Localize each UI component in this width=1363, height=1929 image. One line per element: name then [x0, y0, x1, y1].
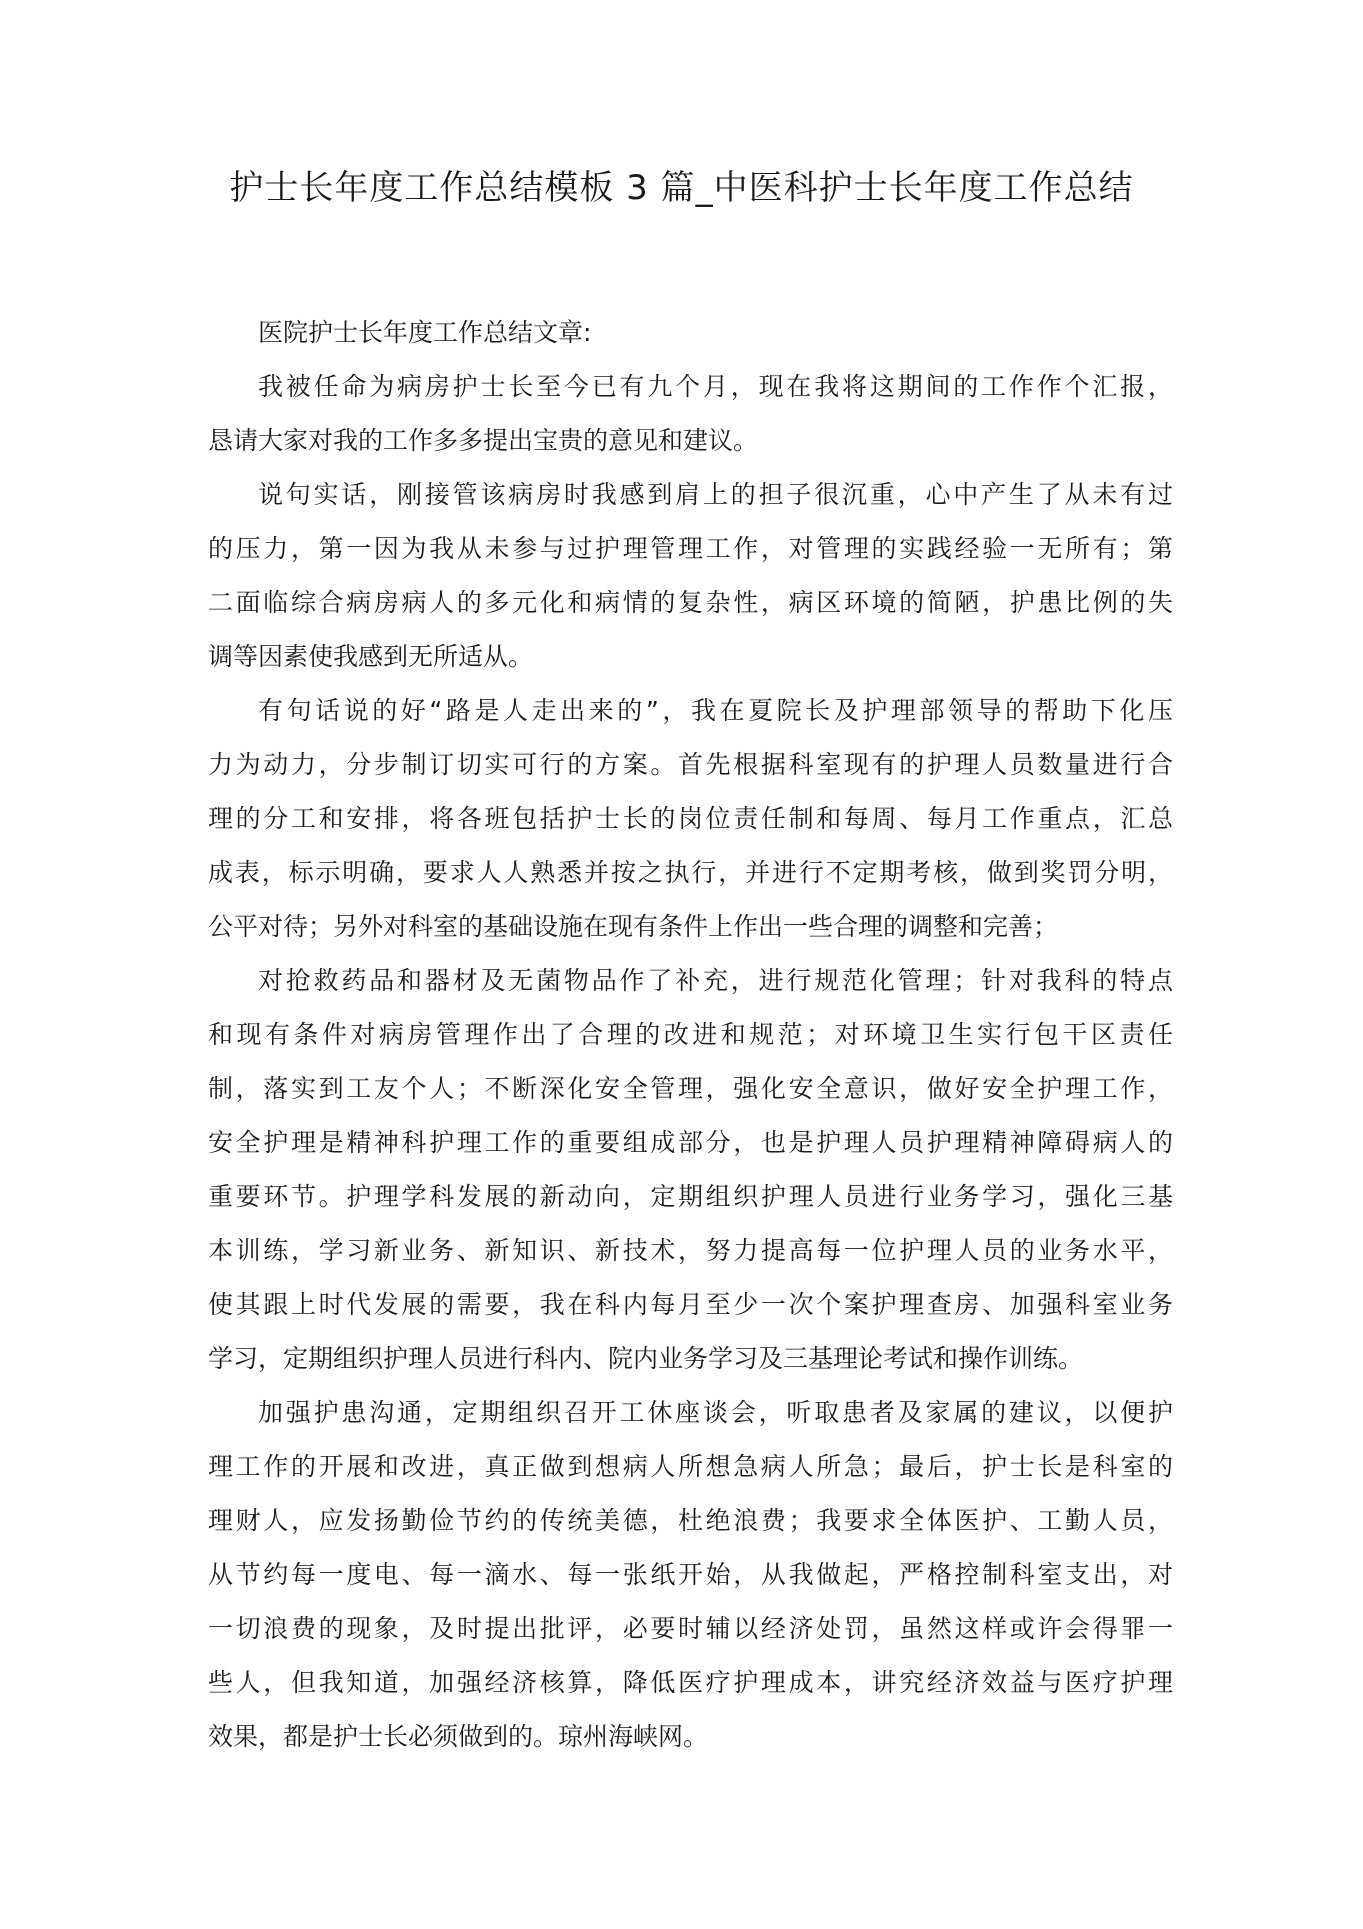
paragraph-line: 本训练，学习新业务、新知识、新技术，努力提高每一位护理人员的业务水平， [208, 1236, 1173, 1265]
paragraph-line: 的压力，第一因为我从未参与过护理管理工作，对管理的实践经验一无所有；第 [208, 534, 1173, 563]
paragraph-line: 理工作的开展和改进，真正做到想病人所想急病人所急；最后，护士长是科室的 [208, 1452, 1173, 1481]
paragraph-line: 和现有条件对病房管理作出了合理的改进和规范；对环境卫生实行包干区责任 [208, 1020, 1173, 1049]
paragraph-line: 安全护理是精神科护理工作的重要组成部分，也是护理人员护理精神障碍病人的 [208, 1128, 1173, 1157]
paragraph-line: 二面临综合病房病人的多元化和病情的复杂性，病区环境的简陋，护患比例的失 [208, 588, 1173, 617]
paragraph-line: 重要环节。护理学科发展的新动向，定期组织护理人员进行业务学习，强化三基 [208, 1182, 1173, 1211]
paragraph-line: 理财人，应发扬勤俭节约的传统美德，杜绝浪费；我要求全体医护、工勤人员， [208, 1506, 1173, 1535]
paragraph-line: 成表，标示明确，要求人人熟悉并按之执行，并进行不定期考核，做到奖罚分明， [208, 858, 1173, 887]
paragraph [208, 1386, 1173, 1764]
paragraph-line: 公平对待；另外对科室的基础设施在现有条件上作出一些合理的调整和完善； [208, 912, 1059, 941]
paragraph-line: 使其跟上时代发展的需要，我在科内每月至少一次个案护理查房、加强科室业务 [208, 1290, 1173, 1319]
document-body [208, 306, 1173, 1764]
paragraph-line: 从节约每一度电、每一滴水、每一张纸开始，从我做起，严格控制科室支出，对 [208, 1560, 1173, 1589]
paragraph [208, 360, 1173, 468]
paragraph [208, 306, 1173, 360]
paragraph-line: 说句实话，刚接管该病房时我感到肩上的担子很沉重，心中产生了从未有过 [258, 480, 1173, 509]
paragraph [208, 684, 1173, 954]
paragraph-line: 力为动力，分步制订切实可行的方案。首先根据科室现有的护理人员数量进行合 [208, 750, 1173, 779]
paragraph-line: 恳请大家对我的工作多多提出宝贵的意见和建议。 [208, 426, 759, 455]
paragraph-line: 医院护士长年度工作总结文章: [258, 318, 592, 347]
paragraph-line: 些人，但我知道，加强经济核算，降低医疗护理成本，讲究经济效益与医疗护理 [208, 1668, 1173, 1697]
paragraph-line: 理的分工和安排，将各班包括护士长的岗位责任制和每周、每月工作重点，汇总 [208, 804, 1173, 833]
paragraph-line: 加强护患沟通，定期组织召开工休座谈会，听取患者及家属的建议，以便护 [258, 1398, 1173, 1427]
paragraph [208, 954, 1173, 1386]
paragraph-line: 效果，都是护士长必须做到的。琼州海峡网。 [208, 1722, 709, 1751]
paragraph-line: 学习，定期组织护理人员进行科内、院内业务学习及三基理论考试和操作训练。 [208, 1344, 1084, 1373]
document-title: 护士长年度工作总结模板 3 篇_中医科护士长年度工作总结 [229, 168, 1134, 208]
paragraph-line: 一切浪费的现象，及时提出批评，必要时辅以经济处罚，虽然这样或许会得罪一 [208, 1614, 1173, 1643]
paragraph-line: 调等因素使我感到无所适从。 [208, 642, 534, 671]
paragraph [208, 468, 1173, 684]
paragraph-line: 有句话说的好“路是人走出来的”，我在夏院长及护理部领导的帮助下化压 [258, 696, 1173, 725]
paragraph-line: 我被任命为病房护士长至今已有九个月，现在我将这期间的工作作个汇报， [258, 372, 1173, 401]
paragraph-line: 对抢救药品和器材及无菌物品作了补充，进行规范化管理；针对我科的特点 [258, 966, 1173, 995]
paragraph-line: 制，落实到工友个人；不断深化安全管理，强化安全意识，做好安全护理工作， [208, 1074, 1173, 1103]
